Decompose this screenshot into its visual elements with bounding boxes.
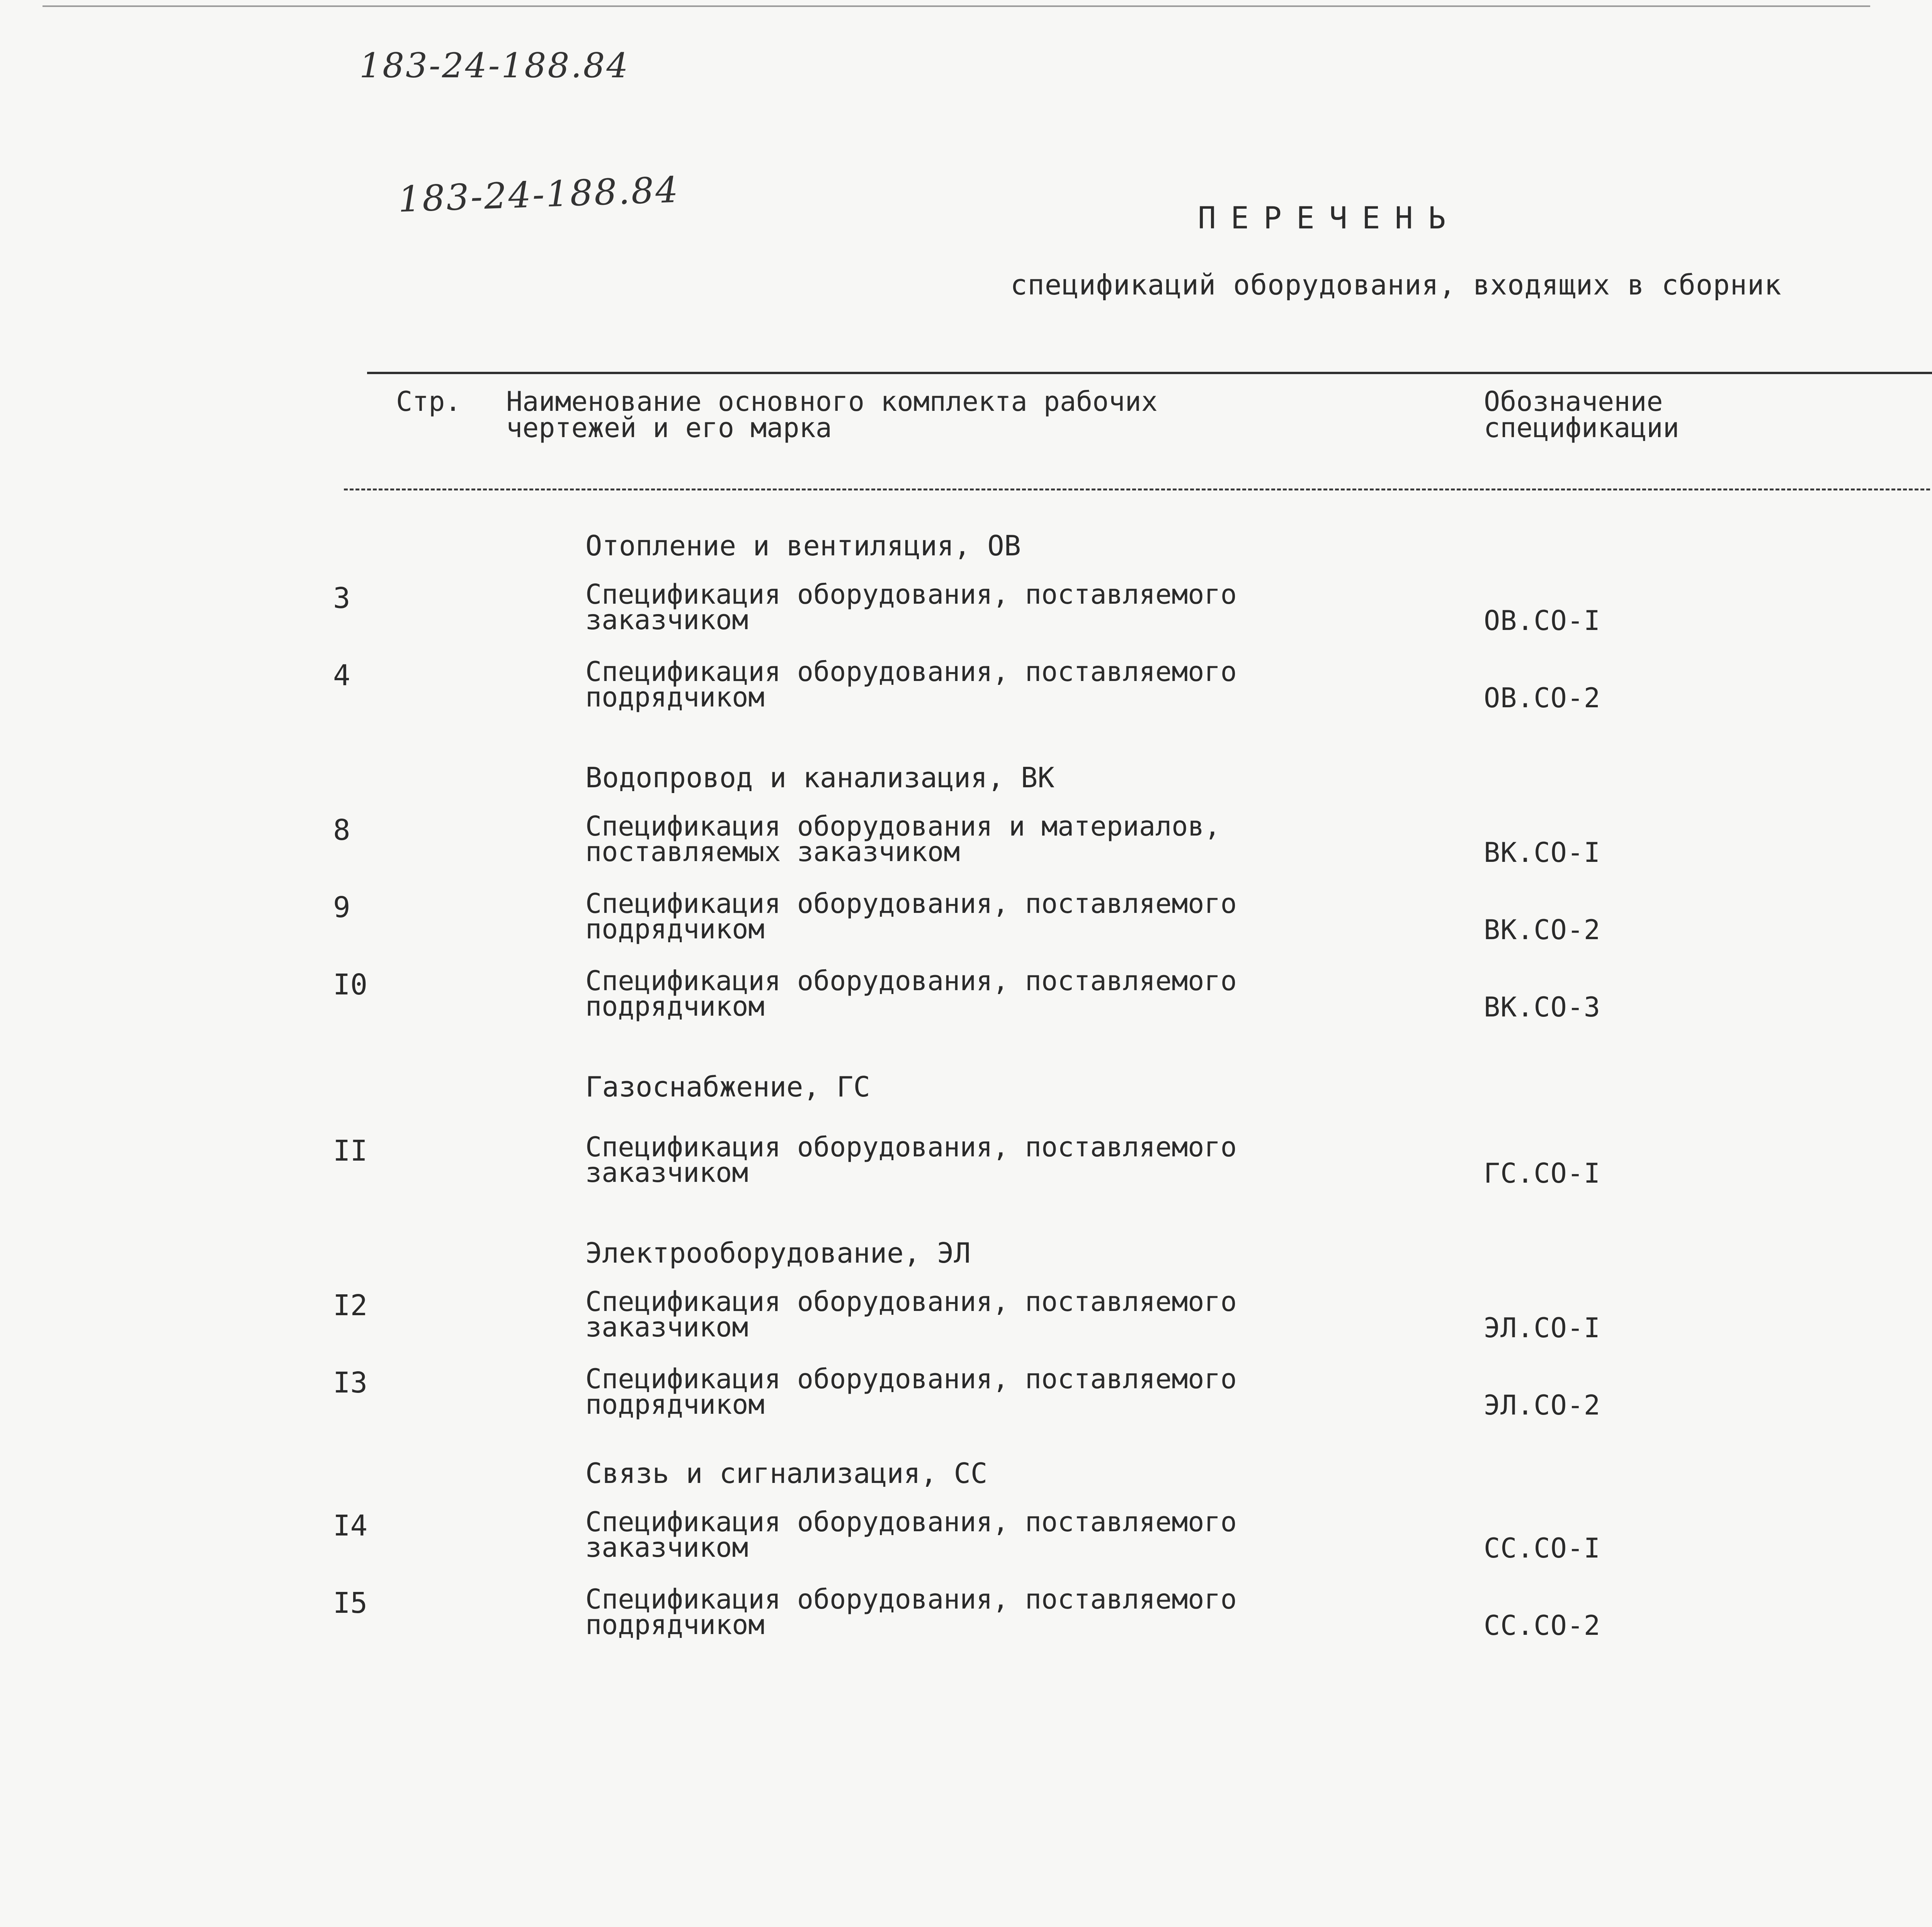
row-spec-code: ВК.СО-I: [1484, 837, 1601, 868]
handwritten-doc-number: 183-24-188.84: [397, 169, 680, 220]
row-spec-code: ЭЛ.СО-2: [1484, 1389, 1601, 1421]
document-subtitle: спецификаций оборудования, входящих в сборник: [1010, 269, 1782, 301]
row-spec-code: СС.СО-2: [1484, 1610, 1601, 1641]
table-header-top-rule: [367, 372, 1932, 374]
row-spec-code: ВК.СО-3: [1484, 991, 1601, 1023]
header-code-column: Обозначение спецификации: [1484, 386, 1679, 444]
row-spec-code: ГС.СО-I: [1484, 1158, 1601, 1189]
row-spec-code: ОВ.СО-I: [1484, 605, 1601, 637]
row-spec-name: Спецификация оборудования и материалов, поставляемых заказчиком: [585, 810, 1221, 868]
row-spec-name: Спецификация оборудования, поставляемого подрядчиком: [585, 965, 1237, 1022]
row-page-number: 3: [333, 582, 350, 615]
row-spec-name: Спецификация оборудования, поставляемого подрядчиком: [585, 656, 1237, 713]
section-title: Водопровод и канализация, ВК: [585, 761, 1054, 794]
row-page-number: I0: [333, 968, 368, 1001]
row-spec-name: Спецификация оборудования, поставляемого заказчиком: [585, 1131, 1237, 1188]
header-page-column: Стр.: [396, 386, 461, 417]
header-name-column: Наименование основного комплекта рабочих чертежей и его марка: [506, 386, 1158, 444]
section-title: Связь и сигнализация, СС: [585, 1457, 988, 1490]
row-spec-name: Спецификация оборудования, поставляемого подрядчиком: [585, 1363, 1237, 1420]
row-spec-name: Спецификация оборудования, поставляемого подрядчиком: [585, 1583, 1237, 1641]
row-spec-code: ВК.СО-2: [1484, 914, 1601, 946]
row-spec-name: Спецификация оборудования, поставляемого заказчиком: [585, 1286, 1237, 1343]
row-page-number: I5: [333, 1587, 368, 1620]
row-page-number: I2: [333, 1289, 368, 1322]
row-page-number: 4: [333, 659, 350, 692]
section-title: Отопление и вентиляция, ОВ: [585, 529, 1021, 562]
row-page-number: II: [333, 1134, 368, 1168]
row-page-number: 8: [333, 814, 350, 847]
handwritten-doc-number-top-left: 183-24-188.84: [359, 46, 630, 85]
row-spec-code: СС.СО-I: [1484, 1532, 1601, 1564]
document-title: ПЕРЕЧЕНЬ: [1198, 201, 1461, 236]
row-spec-name: Спецификация оборудования, поставляемого подрядчиком: [585, 888, 1237, 945]
table-header-bottom-rule: [344, 489, 1932, 490]
section-title: Электрооборудование, ЭЛ: [585, 1237, 971, 1269]
row-spec-name: Спецификация оборудования, поставляемого заказчиком: [585, 1506, 1237, 1563]
row-page-number: I3: [333, 1366, 368, 1399]
row-spec-code: ЭЛ.СО-I: [1484, 1312, 1601, 1344]
section-title: Газоснабжение, ГС: [585, 1071, 870, 1103]
row-page-number: I4: [333, 1509, 368, 1542]
row-spec-name: Спецификация оборудования, поставляемого заказчиком: [585, 579, 1237, 636]
row-page-number: 9: [333, 891, 350, 924]
row-spec-code: ОВ.СО-2: [1484, 682, 1601, 714]
page-top-border: [43, 5, 1870, 7]
